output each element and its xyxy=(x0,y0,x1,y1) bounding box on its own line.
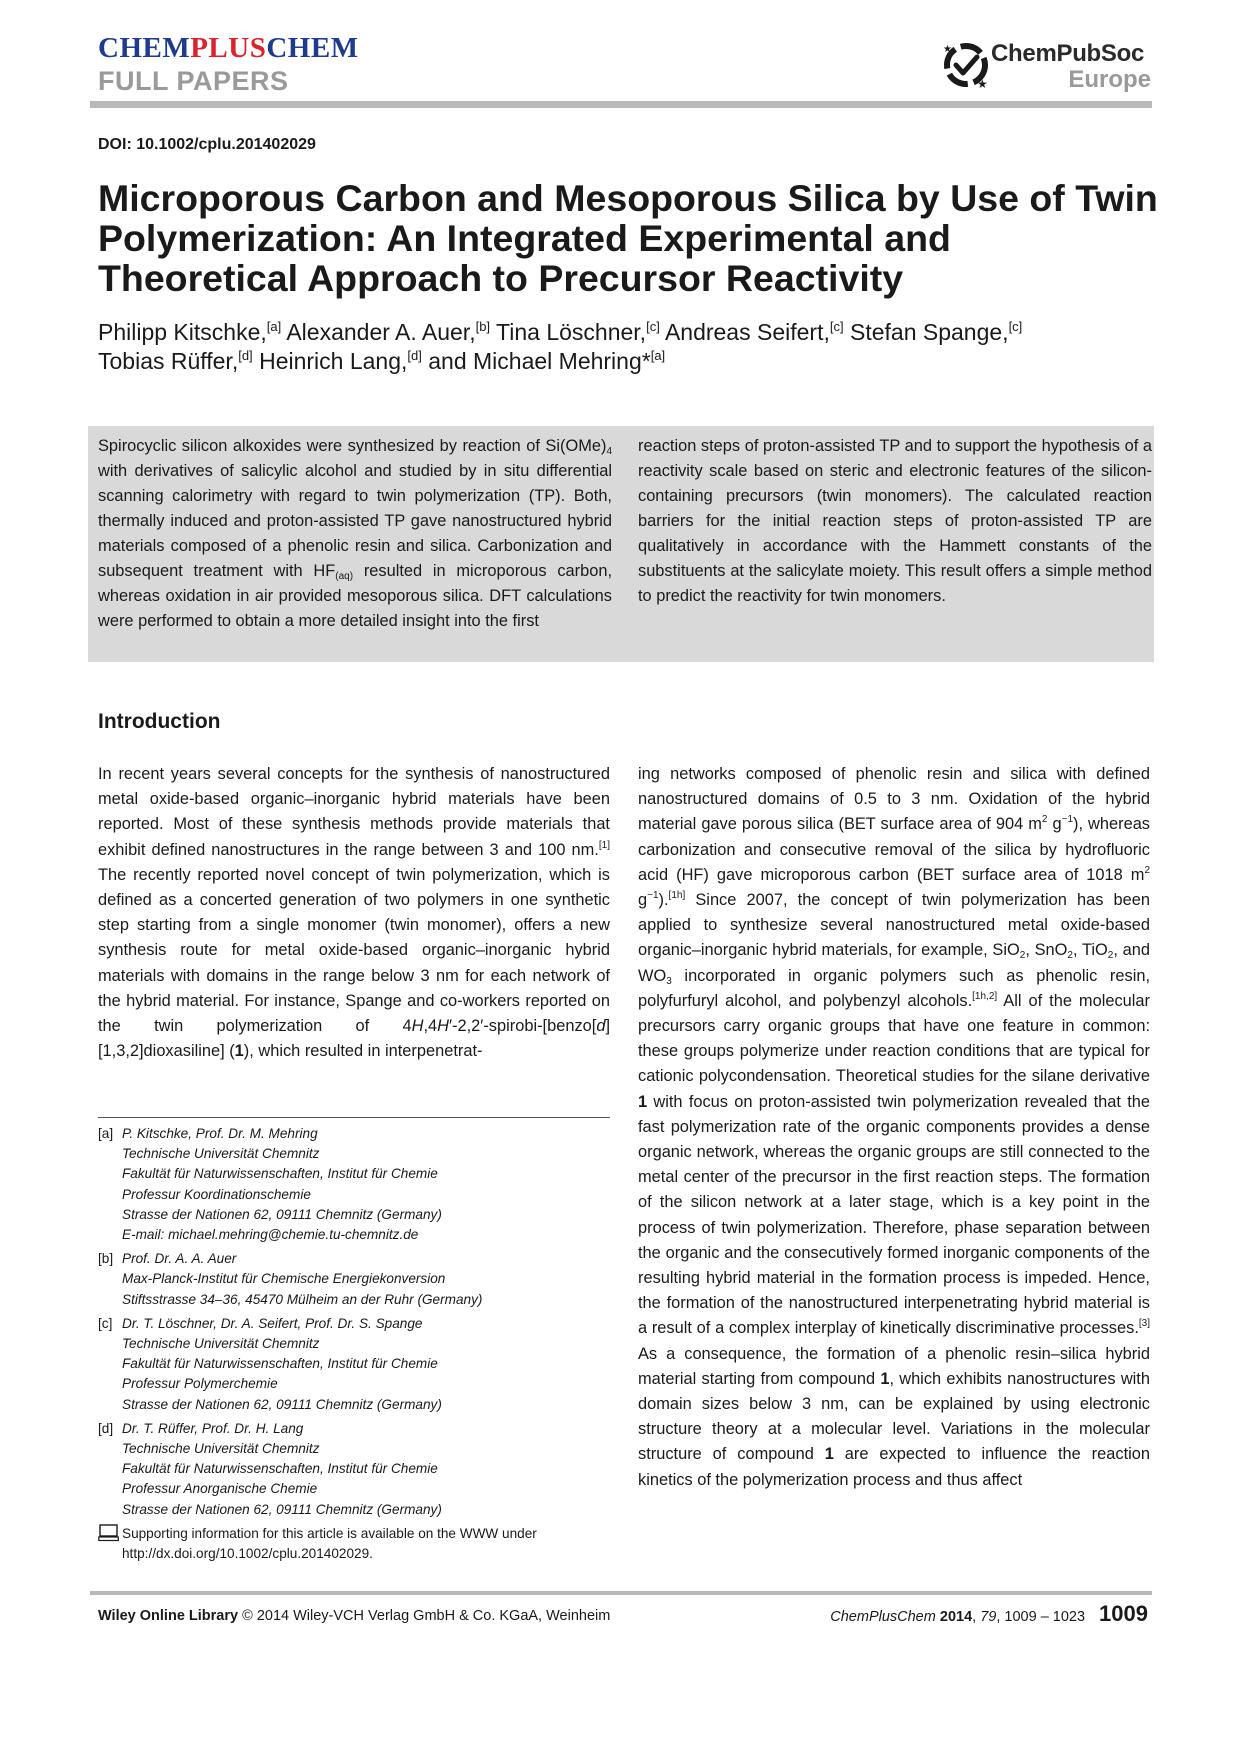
author: Tobias Rüffer,[d] xyxy=(98,348,253,374)
svg-text:★: ★ xyxy=(977,77,988,91)
supporting-info-link[interactable]: http://dx.doi.org/10.1002/cplu.201402029. xyxy=(122,1546,373,1562)
chempubsoc-badge-icon xyxy=(941,38,995,92)
author: Philipp Kitschke,[a] xyxy=(98,319,282,345)
doi: DOI: 10.1002/cplu.201402029 xyxy=(98,136,316,153)
svg-text:★: ★ xyxy=(943,44,952,55)
citation-ref[interactable]: [1] xyxy=(598,839,610,851)
society-region: Europe xyxy=(1068,66,1151,93)
affiliation-c: [c] Dr. T. Löschner, Dr. A. Seifert, Prof. Dr. S. Spange Technische Universität Chemnitz Fakultät für Naturwissenschaften, Institut für Chemie Professur Polymerchemie Strasse der Nationen 62, 09111 Chemnitz (Germany) xyxy=(98,1315,442,1412)
footer-rule xyxy=(90,1591,1152,1595)
citation-ref[interactable]: [1h,2] xyxy=(972,990,998,1002)
citation-ref[interactable]: [3] xyxy=(1138,1318,1150,1330)
supporting-info-note: Supporting information for this article is available on the WWW under http://dx.doi.org/10.1002/cplu.201402029. xyxy=(98,1524,610,1564)
abstract-column-2: reaction steps of proton-assisted TP and to support the hypothesis of a reactivity scale based on steric and electronic features of the silicon-containing precursors (twin monomers). The calculated reaction barriers for the initial reaction steps of proton-assisted TP are qualitatively in accordance with the Hammett constants of the substituents at the salicylate moiety. This result offers a simple method to predict the reactivity for twin monomers. xyxy=(638,437,1152,605)
author: Tina Löschner,[c] xyxy=(496,319,660,345)
section-label: FULL PAPERS xyxy=(98,66,289,96)
section-heading: Introduction xyxy=(98,710,221,733)
footer-citation: ChemPlusChem 2014, 79, 1009 – 1023 1009 xyxy=(830,1601,1148,1626)
affiliation-b: [b] Prof. Dr. A. A. Auer Max-Planck-Institut für Chemische Energiekonversion Stiftsstrasse 34–36, 45470 Mülheim an der Ruhr (Germany) xyxy=(98,1251,483,1307)
journal-name-part1: CHEM xyxy=(98,32,191,64)
article-title: Microporous Carbon and Mesoporous Silica by Use of Twin Polymerization: An Integrated Experimental and Theoretical Approach to Precursor Reactivity xyxy=(98,177,1158,299)
footer-copyright: Wiley Online Library © 2014 Wiley-VCH Verlag GmbH & Co. KGaA, Weinheim xyxy=(98,1608,611,1624)
author: Andreas Seifert,[c] xyxy=(664,319,844,345)
affiliation-d: [d] Dr. T. Rüffer, Prof. Dr. H. Lang Technische Universität Chemnitz Fakultät für Naturwissenschaften, Institut für Chemie Professur Anorganische Chemie Strasse der Nationen 62, 09111 Chemnitz (Germany) xyxy=(98,1420,442,1517)
journal-name xyxy=(98,34,359,63)
page-number: 1009 xyxy=(1099,1601,1148,1626)
society-logo xyxy=(941,38,1151,98)
abstract-column-1: Spirocyclic silicon alkoxides were synthesized by reaction of $Si(OMe)_4$ with derivatives of salicylic alcohol and studied by in situ differential scanning calorimetry with regard to twin polymerization (TP). Both, thermally induced and proton-assisted TP gave nanostructured hybrid materials composed of a phenolic resin and silica. Carbonization and subsequent treatment with $HF_{(aq)}$ resulted in microporous carbon, whereas oxidation in air provided mesoporous silica. DFT calculations were performed to obtain a more detailed insight into the first xyxy=(98,437,613,630)
body-column-1: In recent years several concepts for the synthesis of nanostructured metal oxide-based organic–inorganic hybrid materials have been reported. Most of these synthesis methods provide materials that exhibit defined nanostructures in the range between 3 and 100 nm.[1] The recently reported novel concept of twin polymerization, which is defined as a concerted generation of two polymers in one synthetic step starting from a single monomer (twin monomer), offers a new synthesis route for metal oxide-based organic–inorganic hybrid materials with domains in the range below 3 nm for each network of the hybrid material. For instance, Spange and co-workers reported on the twin polymerization of 4H,4H′-2,2′-spirobi-[benzo[d][1,3,2]dioxasiline] (1), which resulted in interpenetrat- xyxy=(98,765,610,1061)
affiliation-a: [a] P. Kitschke, Prof. Dr. M. Mehring Technische Universität Chemnitz Fakultät für Naturwissenschaften, Institut für Chemie Professur Koordinationschemie Strasse der Nationen 62, 09111 Chemnitz (Germany) E-mail: michael.mehring@chemie.tu-chemnitz.de xyxy=(98,1124,610,1245)
journal-name-part2: PLUS xyxy=(190,32,267,64)
body-column-2: ing networks composed of phenolic resin and silica with defined nanostructured domains of 0.5 to 3 nm. Oxidation of the hybrid material gave porous silica (BET surface area of 904 $m^2$ $g^{-1}$), whereas carbonization and consecutive removal of the silica by hydrofluoric acid (HF) gave microporous carbon (BET surface area of 1018 $m^2$ $g^{-1}).[1h]$ Since 2007, the concept of twin polymerization has been applied to synthesize several nanostructured metal oxide-based organic–inorganic hybrid materials, for example, SiO$_2$, SnO$_2$, TiO$_2$, and $WO_3$ incorporated in organic polymers such as phenolic resin, polyfurfuryl alcohol, and polybenzyl alcohols.[1h,2] All of the molecular precursors carry organic groups that have one feature in common: these groups polymerize under reaction conditions that are typical for cationic polycondensation. Theoretical studies for the silane derivative 1 with focus on proton-assisted twin polymerization revealed that the fast polymerization rate of the organic components provides a dense organic network, whereas the organic groups are still connected to the metal center of the precursor in the first reaction steps. The formation of the silicon network at a later stage, which is a key point in the process of twin polymerization. Therefore, phase separation between the organic and the consecutively formed inorganic components of the resulting hybrid material in the formation process is impeded. Hence, the formation of the nanostructured interpenetrating hybrid material is a result of a complex interplay of kinetically discriminative processes.[3] As a consequence, the formation of a phenolic resin–silica hybrid material starting from compound 1, which exhibits nanostructures with domain sizes below 3 nm, can be explained by using electronic structure theory at a molecular level. Variations in the molecular structure of compound 1 are expected to influence the reaction kinetics of the polymerization process and thus affect xyxy=(638,765,1151,1489)
author-list xyxy=(98,318,1158,376)
society-name: ChemPubSoc xyxy=(991,40,1145,67)
computer-icon xyxy=(98,1524,120,1542)
author: Heinrich Lang,[d] xyxy=(259,348,422,374)
journal-name-part3: CHEM xyxy=(266,32,359,64)
header-rule xyxy=(90,101,1152,108)
email-link[interactable]: E-mail: michael.mehring@chemie.tu-chemnitz.de xyxy=(122,1227,419,1243)
footnote-rule xyxy=(98,1117,610,1118)
citation-ref[interactable]: [1h] xyxy=(668,890,686,902)
author: and Michael Mehring*[a] xyxy=(428,348,666,374)
affiliations xyxy=(98,1124,610,1564)
wiley-online-library-link[interactable]: Wiley Online Library xyxy=(98,1608,239,1624)
author: Alexander A. Auer,[b] xyxy=(286,319,491,345)
author: Stefan Spange,[c] xyxy=(849,319,1023,345)
